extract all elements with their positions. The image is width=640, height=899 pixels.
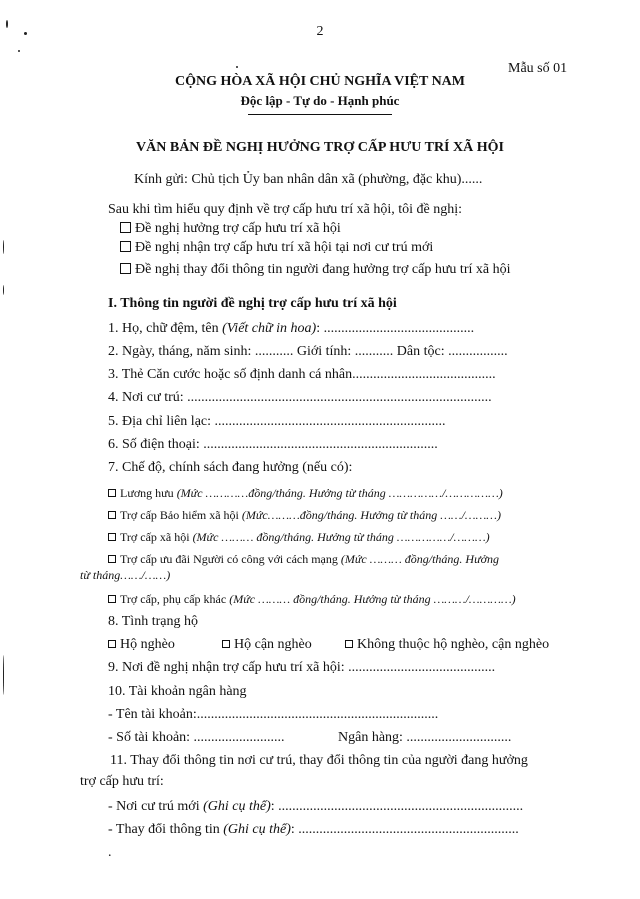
request-option[interactable]: Đề nghị thay đổi thông tin người đang hưởng trợ cấp hưu trí xã hội	[120, 262, 510, 278]
checkbox[interactable]	[108, 555, 116, 563]
field-info-change-cont: trợ cấp hưu trí:	[80, 774, 164, 789]
form-code: Mẫu số 01	[508, 61, 568, 76]
field-info-change: 11. Thay đổi thông tin nơi cư trú, thay đổi thông tin của người đang hưởng	[110, 753, 528, 768]
trailing-dot: .	[108, 845, 112, 860]
request-option[interactable]: Đề nghị nhận trợ cấp hưu trí xã hội tại nơi cư trú mới	[120, 240, 433, 256]
checkbox[interactable]	[120, 263, 131, 274]
checkbox[interactable]	[108, 640, 116, 648]
field-change-info: - Thay đổi thông tin (Ghi cụ thể): ...............................................................	[108, 822, 519, 837]
benefit-pension: Lương hưu (Mức …………đồng/tháng. Hưởng từ tháng ……………/……………)	[108, 486, 503, 501]
field-household-status: 8. Tình trạng hộ	[108, 614, 198, 629]
benefit-social-insurance: Trợ cấp Bảo hiểm xã hội (Mức………đồng/tháng. Hưởng từ tháng ……/………)	[108, 508, 501, 523]
page-number: 2	[316, 24, 324, 39]
checkbox[interactable]	[108, 533, 116, 541]
benefit-meritorious-people: Trợ cấp ưu đãi Người có công với cách mạng (Mức ……… đồng/tháng. Hưởng	[108, 552, 499, 567]
field-phone: 6. Số điện thoại: ...................................................................	[108, 437, 438, 452]
household-option[interactable]: Hộ cận nghèo	[222, 637, 312, 653]
field-current-benefits: 7. Chế độ, chính sách đang hưởng (nếu có):	[108, 460, 353, 475]
field-new-residence: - Nơi cư trú mới (Ghi cụ thể): ......................................................................	[108, 799, 524, 814]
scan-speck	[3, 285, 4, 295]
section-heading: I. Thông tin người đề nghị trợ cấp hưu trí xã hội	[108, 296, 397, 311]
national-motto: Độc lập - Tự do - Hạnh phúc	[240, 93, 400, 108]
checkbox[interactable]	[222, 640, 230, 648]
benefit-meritorious-people-cont: từ tháng……/……)	[80, 568, 171, 582]
field-account-name: - Tên tài khoản:.....................................................................	[108, 707, 439, 722]
intro-text: Sau khi tìm hiểu quy định về trợ cấp hưu trí xã hội, tôi đề nghị:	[108, 202, 463, 217]
benefit-social-assistance: Trợ cấp xã hội (Mức ……… đồng/tháng. Hưởng từ tháng ……………/………)	[108, 530, 490, 545]
scan-speck	[18, 50, 20, 52]
country-name: CỘNG HÒA XÃ HỘI CHỦ NGHĨA VIỆT NAM	[174, 74, 465, 89]
household-option[interactable]: Hộ nghèo	[108, 637, 175, 653]
checkbox[interactable]	[345, 640, 353, 648]
checkbox[interactable]	[108, 595, 116, 603]
field-account-number: - Số tài khoản: ..........................	[108, 730, 285, 745]
field-full-name: 1. Họ, chữ đệm, tên (Viết chữ in hoa): ...........................................	[108, 321, 475, 336]
addressee: Kính gửi: Chủ tịch Ủy ban nhân dân xã (phường, đặc khu)......	[134, 172, 483, 187]
request-option[interactable]: Đề nghị hưởng trợ cấp hưu trí xã hội	[120, 221, 341, 237]
field-residence: 4. Nơi cư trú: .......................................................................................	[108, 390, 492, 405]
field-id-card: 3. Thẻ Căn cước hoặc số định danh cá nhân.........................................	[108, 367, 496, 382]
field-receiving-place: 9. Nơi đề nghị nhận trợ cấp hưu trí xã hội: ..........................................	[108, 660, 496, 675]
checkbox[interactable]	[108, 489, 116, 497]
field-bank-account: 10. Tài khoản ngân hàng	[108, 684, 247, 699]
scan-speck	[236, 66, 238, 68]
household-option[interactable]: Không thuộc hộ nghèo, cận nghèo	[345, 637, 549, 653]
field-contact-address: 5. Địa chỉ liên lạc: ..................................................................	[108, 414, 446, 429]
checkbox[interactable]	[108, 511, 116, 519]
field-bank-name: Ngân hàng: ..............................	[338, 730, 512, 745]
checkbox[interactable]	[120, 222, 131, 233]
motto-underline	[248, 114, 392, 115]
document-title: VĂN BẢN ĐỀ NGHỊ HƯỞNG TRỢ CẤP HƯU TRÍ XÃ HỘI	[136, 140, 504, 155]
checkbox[interactable]	[120, 241, 131, 252]
benefit-other-allowance: Trợ cấp, phụ cấp khác (Mức ……… đồng/tháng. Hưởng từ tháng ………/…………)	[108, 592, 516, 607]
scan-speck	[3, 655, 4, 695]
field-birth-gender-ethnicity: 2. Ngày, tháng, năm sinh: ........... Giới tính: ........... Dân tộc: .................	[108, 344, 508, 359]
scan-speck	[3, 240, 4, 254]
